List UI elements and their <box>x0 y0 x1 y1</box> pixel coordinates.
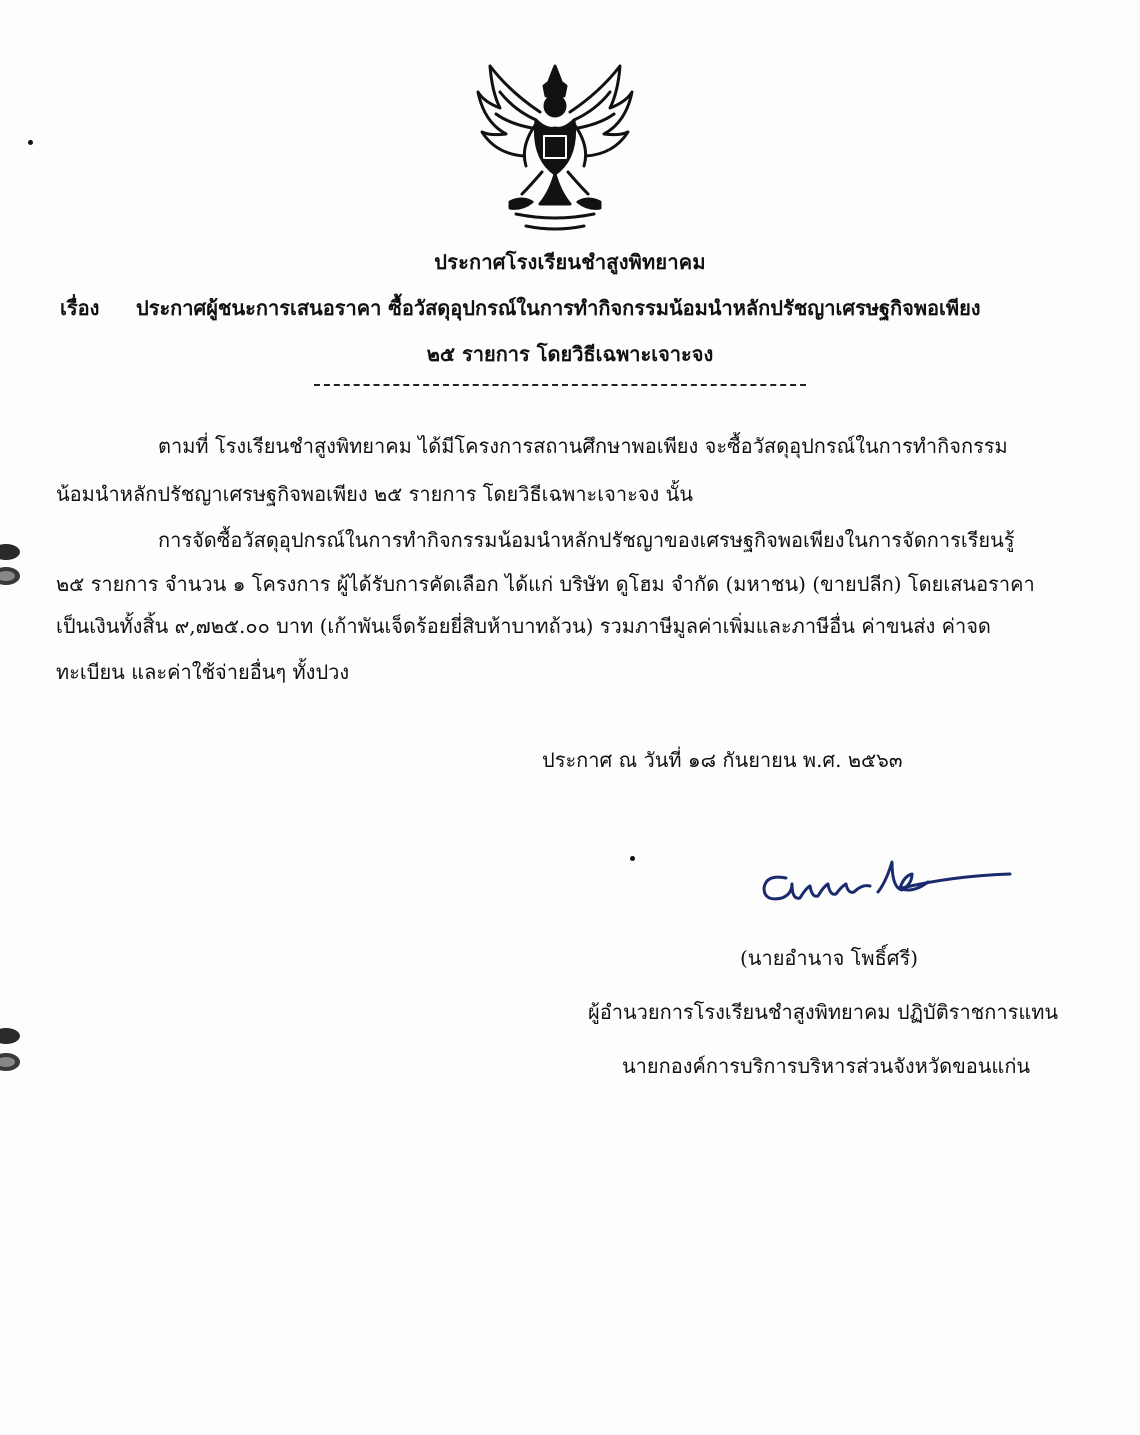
signer-position: ผู้อำนวยการโรงเรียนชำสูงพิทยาคม ปฏิบัติราชการแทน <box>588 1000 1059 1024</box>
paragraph-2-line-3: เป็นเงินทั้งสิ้น ๙,๗๒๕.๐๐ บาท (เก้าพันเจ็ดร้อยยี่สิบห้าบาทถ้วน) รวมภาษีมูลค่าเพิ่มและภาษีอื่น ค่าขนส่ง ค่าจด <box>56 614 991 638</box>
binder-ring-icon <box>0 1024 22 1082</box>
subject-text-line2: ๒๕ รายการ โดยวิธีเฉพาะเจาะจง <box>426 342 714 366</box>
announce-date: ประกาศ ณ วันที่ ๑๘ กันยายน พ.ศ. ๒๕๖๓ <box>542 748 903 772</box>
scan-speck <box>28 140 33 145</box>
signer-organization: นายกองค์การบริการบริหารส่วนจังหวัดขอนแก่น <box>622 1054 1031 1078</box>
announcement-title: ประกาศโรงเรียนชำสูงพิทยาคม <box>434 250 706 274</box>
signer-name: (นายอำนาจ โพธิ์ศรี) <box>740 946 919 970</box>
paragraph-2-line-4: ทะเบียน และค่าใช้จ่ายอื่นๆ ทั้งปวง <box>56 660 350 684</box>
paragraph-1-line-2: น้อมนำหลักปรัชญาเศรษฐกิจพอเพียง ๒๕ รายการ โดยวิธีเฉพาะเจาะจง นั้น <box>56 482 694 506</box>
garuda-emblem-icon <box>470 62 640 234</box>
subject-row <box>60 292 1080 324</box>
paragraph-2-line-1: การจัดซื้อวัสดุอุปกรณ์ในการทำกิจกรรมน้อมนำหลักปรัชญาของเศรษฐกิจพอเพียงในการจัดการเรียนรู้ <box>158 528 1015 552</box>
subject-text: ประกาศผู้ชนะการเสนอราคา ซื้อวัสดุอุปกรณ์ในการทำกิจกรรมน้อมนำหลักปรัชญาเศรษฐกิจพอเพียง <box>136 296 981 320</box>
paragraph-2-line-2: ๒๕ รายการ จำนวน ๑ โครงการ ผู้ได้รับการคัดเลือก ได้แก่ บริษัท ดูโฮม จำกัด (มหาชน) (ขายปลีก) โดยเสนอราคา <box>56 572 1035 596</box>
binder-ring-icon <box>0 538 22 596</box>
handwritten-signature <box>752 848 1016 918</box>
subject-label: เรื่อง <box>60 296 100 320</box>
scan-speck <box>630 856 635 861</box>
paragraph-1-line-1: ตามที่ โรงเรียนชำสูงพิทยาคม ได้มีโครงการสถานศึกษาพอเพียง จะซื้อวัสดุอุปกรณ์ในการทำกิจกรรม <box>158 434 1008 458</box>
dashed-divider <box>314 384 806 386</box>
